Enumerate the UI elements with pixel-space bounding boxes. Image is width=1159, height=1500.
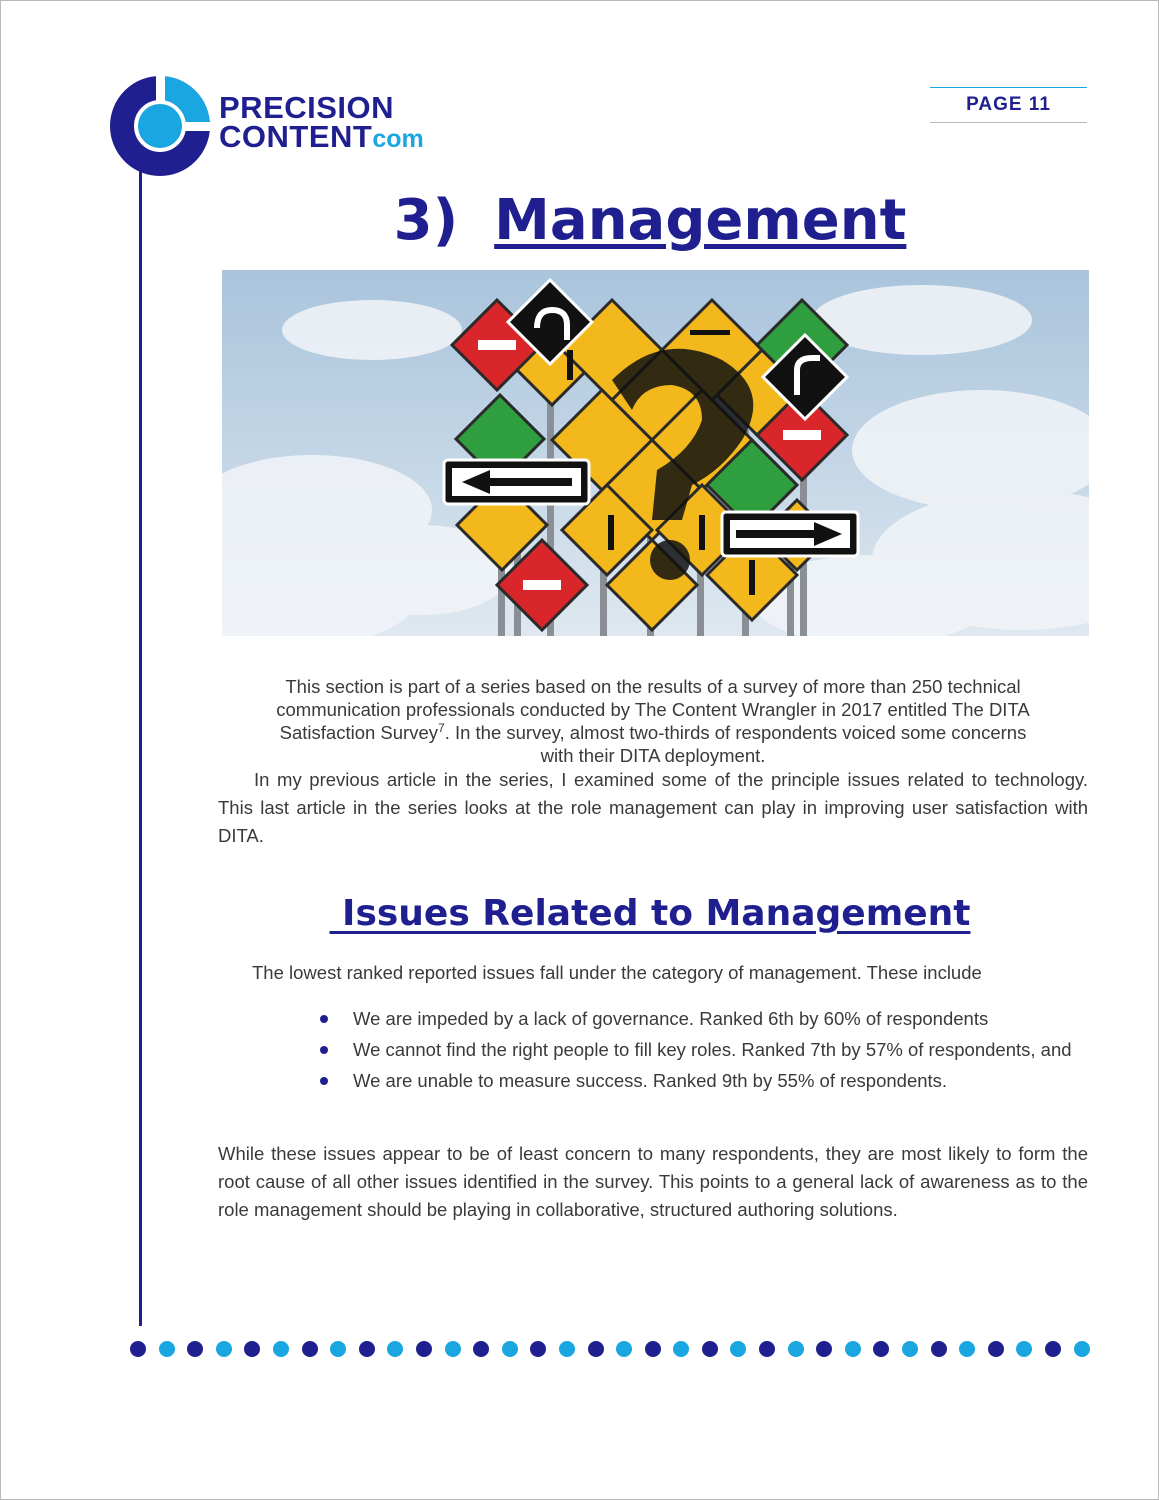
intro-line: communication professionals conducted by The Content Wrangler in 2017 entitled The DITA (276, 699, 1030, 720)
decorative-dot (788, 1341, 804, 1357)
decorative-dot (673, 1341, 689, 1357)
decorative-dot (816, 1341, 832, 1357)
decorative-dot (730, 1341, 746, 1357)
decorative-dot (588, 1341, 604, 1357)
closing-paragraph: While these issues appear to be of least concern to many respondents, they are most likely to form the root cause of all other issues identified in the survey. This points to a general lack of awareness as to the role management should be playing in collaborative, structured authoring solutions. (218, 1143, 1088, 1220)
decorative-dot (216, 1341, 232, 1357)
list-item-text: We cannot find the right people to fill key roles. Ranked 7th by 57% of respondents, and (353, 1039, 1072, 1060)
section-heading: Issues Related to Management (329, 893, 971, 934)
page-number: PAGE 11 (930, 87, 1087, 123)
logo-suffix: com (372, 125, 424, 153)
decorative-dot (330, 1341, 346, 1357)
decorative-dot (988, 1341, 1004, 1357)
decorative-dot (845, 1341, 861, 1357)
decorative-dot (759, 1341, 775, 1357)
logo-line-1: PRECISION (219, 90, 395, 125)
intro-line: This section is part of a series based on the results of a survey of more than 250 technical (285, 676, 1021, 697)
left-rule (139, 168, 142, 1326)
decorative-dot (445, 1341, 461, 1357)
logo-wordmark (219, 90, 424, 154)
title-text: Management (494, 188, 907, 253)
decorative-dot (873, 1341, 889, 1357)
page-title (300, 185, 1000, 257)
decorative-dot (931, 1341, 947, 1357)
list-item (318, 1005, 1088, 1033)
issues-list (318, 1005, 1088, 1098)
decorative-dot (530, 1341, 546, 1357)
decorative-dot (473, 1341, 489, 1357)
decorative-dot (302, 1341, 318, 1357)
decorative-dot (645, 1341, 661, 1357)
decorative-dot (359, 1341, 375, 1357)
decorative-dot (1016, 1341, 1032, 1357)
decorative-dot (902, 1341, 918, 1357)
intro-line: . In the survey, almost two-thirds of respondents voiced some concerns (444, 722, 1027, 743)
intro-line: Satisfaction Survey (279, 722, 438, 743)
decorative-dot (244, 1341, 260, 1357)
decorative-dot (273, 1341, 289, 1357)
decorative-dot (187, 1341, 203, 1357)
logo-line-2: CONTENT (219, 119, 373, 154)
intro-line: with their DITA deployment. (540, 745, 766, 766)
decorative-dot (959, 1341, 975, 1357)
body-paragraph: In my previous article in the series, I examined some of the principle issues related to technology. This last article in the series looks at the role management can play in improving user satisfaction with DITA. (218, 769, 1088, 846)
list-item (318, 1036, 1088, 1064)
footnote-ref: 7 (438, 720, 445, 735)
list-item (318, 1067, 1088, 1095)
decorative-dot (1045, 1341, 1061, 1357)
bullet-icon (320, 1077, 328, 1085)
intro-paragraph (218, 675, 1088, 767)
decorative-dot (159, 1341, 175, 1357)
decorative-dot (1074, 1341, 1090, 1357)
road-signs-image (222, 270, 1089, 636)
decorative-dot (502, 1341, 518, 1357)
decorative-dot-row (130, 1340, 1090, 1358)
section-lead: The lowest ranked reported issues fall under the category of management. These include (252, 962, 982, 983)
decorative-dot (130, 1341, 146, 1357)
bullet-icon (320, 1046, 328, 1054)
decorative-dot (616, 1341, 632, 1357)
decorative-dot (702, 1341, 718, 1357)
decorative-dot (416, 1341, 432, 1357)
title-number: 3) (393, 188, 459, 253)
bullet-icon (320, 1015, 328, 1023)
list-item-text: We are unable to measure success. Ranked 9th by 55% of respondents. (353, 1070, 948, 1091)
decorative-dot (387, 1341, 403, 1357)
list-item-text: We are impeded by a lack of governance. Ranked 6th by 60% of respondents (353, 1008, 989, 1029)
decorative-dot (559, 1341, 575, 1357)
